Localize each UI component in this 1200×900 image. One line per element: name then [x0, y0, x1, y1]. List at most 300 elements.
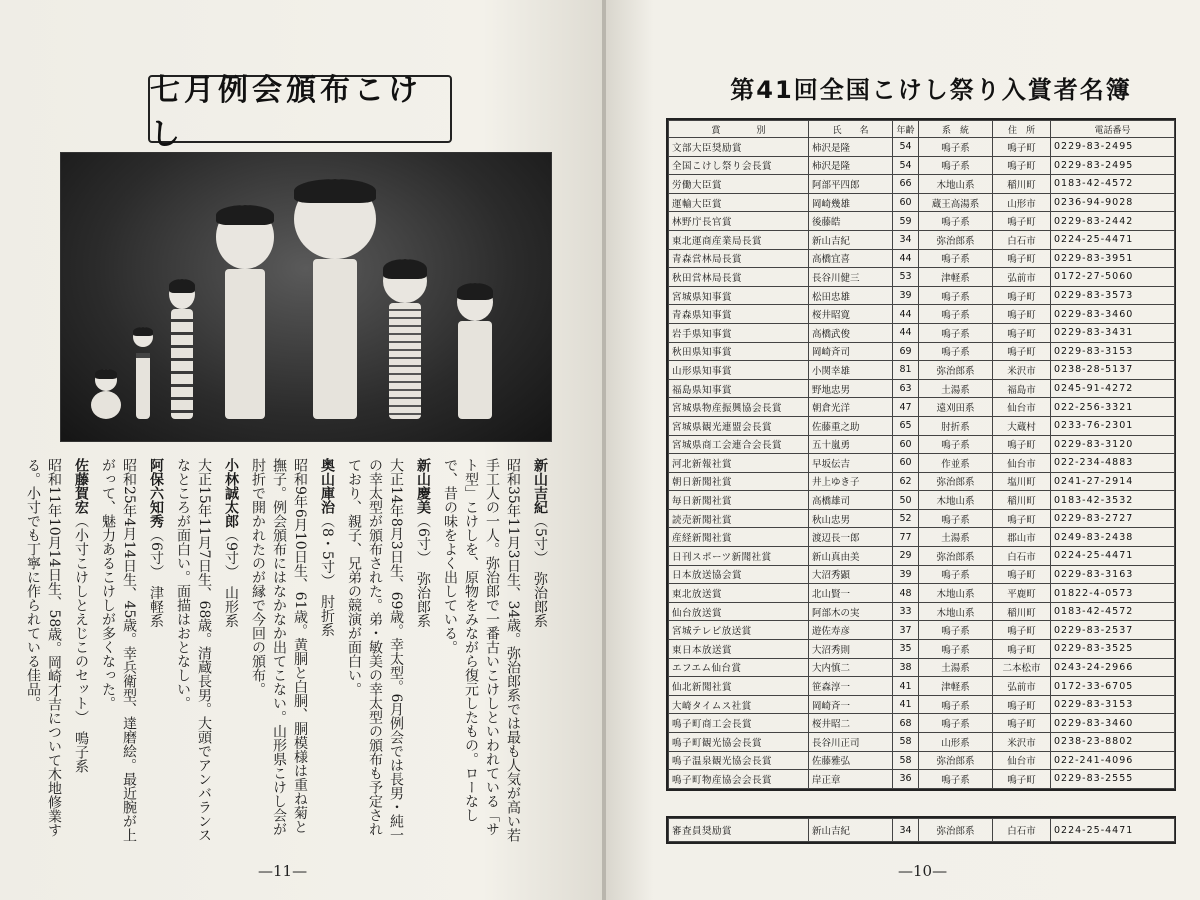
- cell-phone: 0183-42-4572: [1051, 602, 1175, 621]
- cell-age: 68: [893, 714, 919, 733]
- cell-address: 鳴子町: [993, 138, 1051, 157]
- cell-award: 仙台放送賞: [669, 602, 809, 621]
- cell-phone: 0249-83-2438: [1051, 528, 1175, 547]
- cell-age: 58: [893, 751, 919, 770]
- cell-name: 柿沢是隆: [809, 156, 893, 175]
- cell-address: 鳴子町: [993, 323, 1051, 342]
- header-line: 系 統: [919, 121, 993, 138]
- cell-address: 鳴子町: [993, 770, 1051, 789]
- cell-age: 34: [893, 230, 919, 249]
- cell-name: 新山真由美: [809, 547, 893, 566]
- cell-award: 東北運商産業局長賞: [669, 230, 809, 249]
- table-row: [669, 342, 1175, 361]
- cell-name: 後藤皓: [809, 212, 893, 231]
- cell-phone: 0238-28-5137: [1051, 361, 1175, 380]
- cell-award: 審査員奨励賞: [669, 819, 809, 842]
- cell-address: 二本松市: [993, 658, 1051, 677]
- kokeshi-doll-5: [294, 179, 376, 419]
- cell-address: 平鹿町: [993, 584, 1051, 603]
- kokeshi-doll-4: [216, 205, 274, 419]
- header-age: 年齢: [893, 121, 919, 138]
- cell-line: 鳴子系: [919, 565, 993, 584]
- cell-address: 鳴子町: [993, 640, 1051, 659]
- cell-award: 山形県知事賞: [669, 361, 809, 380]
- table-row: [669, 398, 1175, 417]
- cell-name: 阿部平四郎: [809, 175, 893, 194]
- cell-line: 蔵王高湯系: [919, 193, 993, 212]
- table-row: [669, 602, 1175, 621]
- cell-phone: 0172-27-5060: [1051, 268, 1175, 287]
- doll-description: 昭和11年10月14日生、58歳。岡崎才吉について木地修業する。小寸でも丁寧に作られている佳品。: [25, 458, 62, 838]
- cell-phone: 0236-94-9028: [1051, 193, 1175, 212]
- cell-name: 朝倉光洋: [809, 398, 893, 417]
- table-row: [669, 305, 1175, 324]
- award-rows: [669, 138, 1175, 789]
- cell-address: 白石市: [993, 230, 1051, 249]
- cell-award: 毎日新聞社賞: [669, 491, 809, 510]
- doll-detail: （小寸こけしとえじこのセット） 鳴子系: [73, 514, 89, 773]
- cell-phone: 0172-33-6705: [1051, 677, 1175, 696]
- cell-award: 河北新報社賞: [669, 454, 809, 473]
- table-row: [669, 361, 1175, 380]
- cell-phone: 0229-83-2495: [1051, 138, 1175, 157]
- doll-entry: [70, 458, 91, 843]
- table-row: [669, 138, 1175, 157]
- header-name: 氏 名: [809, 121, 893, 138]
- table-row: [669, 156, 1175, 175]
- cell-address: 米沢市: [993, 733, 1051, 752]
- cell-address: 鳴子町: [993, 714, 1051, 733]
- cell-age: 66: [893, 175, 919, 194]
- cell-name: 佐藤重之助: [809, 416, 893, 435]
- cell-phone: 0229-83-3153: [1051, 695, 1175, 714]
- cell-line: 山形系: [919, 733, 993, 752]
- doll-maker-name: 阿保六知秀: [148, 458, 164, 528]
- doll-description: 昭和35年11月3日生、34歳。弥治郎系では最も人気が高い若手工人の一人。弥治郎で一番古いこけしといわれている「サト型」こけしを、原物をみながら復元したもの。ローなしで、昔の味をよく出している。: [442, 458, 521, 843]
- cell-name: 高橋雄司: [809, 491, 893, 510]
- table-row: [669, 733, 1175, 752]
- cell-age: 39: [893, 286, 919, 305]
- doll-detail: （9寸） 山形系: [223, 528, 239, 628]
- cell-phone: 0229-83-2495: [1051, 156, 1175, 175]
- cell-award: 東北放送賞: [669, 584, 809, 603]
- cell-phone: 0224-25-4471: [1051, 547, 1175, 566]
- cell-phone: 0229-83-3460: [1051, 714, 1175, 733]
- cell-award: 福島県知事賞: [669, 379, 809, 398]
- cell-name: 早坂伝吉: [809, 454, 893, 473]
- cell-award: 鳴子町観光協会長賞: [669, 733, 809, 752]
- cell-award: 文部大臣奨励賞: [669, 138, 809, 157]
- cell-award: 朝日新聞社賞: [669, 472, 809, 491]
- doll-maker-name: 小林誠太郎: [223, 458, 239, 528]
- cell-address: 山形市: [993, 193, 1051, 212]
- cell-age: 44: [893, 305, 919, 324]
- cell-age: 60: [893, 193, 919, 212]
- cell-address: 福島市: [993, 379, 1051, 398]
- cell-name: 岡崎斉司: [809, 342, 893, 361]
- cell-age: 39: [893, 565, 919, 584]
- cell-name: 遊佐寿彦: [809, 621, 893, 640]
- right-page: [606, 0, 1200, 900]
- cell-award: 秋田県知事賞: [669, 342, 809, 361]
- cell-name: 桜井昭二: [809, 714, 893, 733]
- cell-phone: 0229-83-2727: [1051, 509, 1175, 528]
- cell-name: 新山吉紀: [809, 230, 893, 249]
- cell-name: 岡崎幾雄: [809, 193, 893, 212]
- cell-age: 54: [893, 156, 919, 175]
- cell-age: 41: [893, 677, 919, 696]
- table-row: [669, 770, 1175, 789]
- cell-address: 鳴子町: [993, 286, 1051, 305]
- cell-name: 渡辺長一郎: [809, 528, 893, 547]
- cell-name: 小関幸雄: [809, 361, 893, 380]
- cell-award: 日本放送協会賞: [669, 565, 809, 584]
- table-row: [669, 584, 1175, 603]
- table-row: [669, 416, 1175, 435]
- cell-line: 弥治郎系: [919, 547, 993, 566]
- cell-line: 鳴子系: [919, 435, 993, 454]
- cell-phone: 0229-83-2555: [1051, 770, 1175, 789]
- cell-age: 44: [893, 323, 919, 342]
- cell-name: 高橋宜喜: [809, 249, 893, 268]
- doll-maker-name: 新山慶美: [415, 458, 431, 514]
- cell-age: 62: [893, 472, 919, 491]
- cell-award: 林野庁長官賞: [669, 212, 809, 231]
- cell-line: 木地山系: [919, 584, 993, 603]
- doll-detail: （6寸） 弥治郎系: [415, 514, 431, 628]
- table-row: [669, 435, 1175, 454]
- table-row: [669, 193, 1175, 212]
- cell-phone: 0183-42-4572: [1051, 175, 1175, 194]
- doll-maker-name: 奥山庫治: [319, 458, 335, 514]
- cell-line: 鳴子系: [919, 249, 993, 268]
- cell-award: 読売新聞社賞: [669, 509, 809, 528]
- table-row: [669, 565, 1175, 584]
- cell-award: 産経新聞社賞: [669, 528, 809, 547]
- cell-name: 長谷川健三: [809, 268, 893, 287]
- cell-address: 稲川町: [993, 602, 1051, 621]
- table-row: [669, 658, 1175, 677]
- doll-detail: （5寸） 弥治郎系: [532, 514, 548, 628]
- cell-phone: 0229-83-3431: [1051, 323, 1175, 342]
- cell-phone: 0241-27-2914: [1051, 472, 1175, 491]
- cell-award: 青森営林局長賞: [669, 249, 809, 268]
- table-row: [669, 175, 1175, 194]
- cell-address: 白石市: [993, 547, 1051, 566]
- cell-line: 土湯系: [919, 379, 993, 398]
- left-page-number: —11—: [258, 862, 308, 880]
- cell-address: 鳴子町: [993, 695, 1051, 714]
- cell-line: 鳴子系: [919, 286, 993, 305]
- table-row: [669, 714, 1175, 733]
- cell-address: 鳴子町: [993, 342, 1051, 361]
- cell-name: 野地忠男: [809, 379, 893, 398]
- cell-line: 肘折系: [919, 416, 993, 435]
- cell-line: 鳴子系: [919, 156, 993, 175]
- cell-age: 41: [893, 695, 919, 714]
- cell-phone: 0229-83-2537: [1051, 621, 1175, 640]
- cell-age: 69: [893, 342, 919, 361]
- table-row: [669, 268, 1175, 287]
- cell-phone: 0229-83-3573: [1051, 286, 1175, 305]
- cell-award: 運輸大臣賞: [669, 193, 809, 212]
- table-row: [669, 509, 1175, 528]
- cell-line: 津軽系: [919, 677, 993, 696]
- cell-age: 54: [893, 138, 919, 157]
- table-row: [669, 547, 1175, 566]
- left-title-box: [148, 73, 452, 152]
- cell-line: 鳴子系: [919, 621, 993, 640]
- kokeshi-doll-2: [133, 327, 153, 419]
- judge-award-table: [666, 816, 1176, 844]
- cell-award: 宮城県観光連盟会長賞: [669, 416, 809, 435]
- cell-line: 弥治郎系: [919, 361, 993, 380]
- cell-name: 長谷川正司: [809, 733, 893, 752]
- cell-phone: 0229-83-3460: [1051, 305, 1175, 324]
- cell-name: 高橋武俊: [809, 323, 893, 342]
- cell-line: 遠刈田系: [919, 398, 993, 417]
- cell-line: 弥治郎系: [919, 751, 993, 770]
- cell-phone: 022-234-4883: [1051, 454, 1175, 473]
- cell-address: 鳴子町: [993, 249, 1051, 268]
- table-row: [669, 286, 1175, 305]
- cell-line: 作並系: [919, 454, 993, 473]
- cell-name: 大沼秀則: [809, 640, 893, 659]
- cell-phone: 0229-83-2442: [1051, 212, 1175, 231]
- right-page-title: 第41回全国こけし祭り入賞者名簿: [730, 76, 1132, 104]
- cell-age: 60: [893, 454, 919, 473]
- cell-line: 弥治郎系: [919, 819, 993, 842]
- cell-age: 48: [893, 584, 919, 603]
- cell-line: 鳴子系: [919, 323, 993, 342]
- cell-name: 岡崎斉一: [809, 695, 893, 714]
- cell-phone: 0224-25-4471: [1051, 819, 1175, 842]
- cell-phone: 0229-83-3163: [1051, 565, 1175, 584]
- cell-line: 津軽系: [919, 268, 993, 287]
- cell-line: 木地山系: [919, 175, 993, 194]
- cell-phone: 0229-83-3120: [1051, 435, 1175, 454]
- cell-name: 岸正章: [809, 770, 893, 789]
- cell-address: 鳴子町: [993, 212, 1051, 231]
- cell-line: 木地山系: [919, 602, 993, 621]
- cell-award: 労働大臣賞: [669, 175, 809, 194]
- cell-address: 鳴子町: [993, 156, 1051, 175]
- table-row: [669, 323, 1175, 342]
- header-address: 住 所: [993, 121, 1051, 138]
- cell-award: 鳴子町物産協会会長賞: [669, 770, 809, 789]
- doll-entry: [529, 458, 550, 843]
- cell-phone: 0238-23-8802: [1051, 733, 1175, 752]
- cell-age: 58: [893, 733, 919, 752]
- cell-age: 34: [893, 819, 919, 842]
- cell-age: 33: [893, 602, 919, 621]
- cell-phone: 0183-42-3532: [1051, 491, 1175, 510]
- cell-line: 土湯系: [919, 658, 993, 677]
- table-row: [669, 621, 1175, 640]
- cell-name: 大内慎二: [809, 658, 893, 677]
- left-page-title: 七月例会頒布こけし: [150, 73, 422, 152]
- cell-award: 秋田営林局長賞: [669, 268, 809, 287]
- header-award: 賞 別: [669, 121, 809, 138]
- cell-address: 弘前市: [993, 677, 1051, 696]
- cell-line: 鳴子系: [919, 640, 993, 659]
- doll-entry: [412, 458, 433, 843]
- cell-address: 大蔵村: [993, 416, 1051, 435]
- doll-descriptions: [25, 458, 550, 843]
- right-page-number: —10—: [898, 862, 948, 880]
- cell-age: 53: [893, 268, 919, 287]
- cell-age: 81: [893, 361, 919, 380]
- cell-age: 35: [893, 640, 919, 659]
- cell-name: 新山吉紀: [809, 819, 893, 842]
- kokeshi-doll-6: [383, 259, 427, 419]
- cell-address: 郡山市: [993, 528, 1051, 547]
- cell-address: 鳴子町: [993, 621, 1051, 640]
- cell-address: 塩川町: [993, 472, 1051, 491]
- cell-line: 弥治郎系: [919, 230, 993, 249]
- cell-award: 鳴子町商工会長賞: [669, 714, 809, 733]
- cell-name: 柿沢是隆: [809, 138, 893, 157]
- doll-description: 大正14年8月3日生、69歳。幸太型。6月例会では長男・純一の幸太型が頒布された。弟・敏美の幸太型の頒布も予定されており、親子、兄弟の競演が面白い。: [346, 458, 404, 843]
- header-phone: 電話番号: [1051, 121, 1175, 138]
- cell-name: 佐藤雅弘: [809, 751, 893, 770]
- cell-age: 44: [893, 249, 919, 268]
- cell-age: 36: [893, 770, 919, 789]
- cell-name: 桜井昭寛: [809, 305, 893, 324]
- cell-phone: 0245-91-4272: [1051, 379, 1175, 398]
- cell-name: 秋山忠男: [809, 509, 893, 528]
- table-row: [669, 677, 1175, 696]
- cell-line: 鳴子系: [919, 212, 993, 231]
- cell-name: 井上ゆき子: [809, 472, 893, 491]
- table-row: [669, 249, 1175, 268]
- cell-name: 松田忠雄: [809, 286, 893, 305]
- cell-line: 木地山系: [919, 491, 993, 510]
- cell-age: 38: [893, 658, 919, 677]
- cell-award: 日刊スポーツ新聞社賞: [669, 547, 809, 566]
- award-table: [666, 118, 1176, 791]
- table-row: [669, 212, 1175, 231]
- cell-address: 鳴子町: [993, 565, 1051, 584]
- cell-age: 37: [893, 621, 919, 640]
- cell-award: 東日本放送賞: [669, 640, 809, 659]
- kokeshi-doll-3: [169, 279, 195, 419]
- cell-award: 鳴子温泉観光協会長賞: [669, 751, 809, 770]
- doll-maker-name: 佐藤賀宏: [73, 458, 89, 514]
- cell-award: 宮城テレビ放送賞: [669, 621, 809, 640]
- doll-entry: [316, 458, 337, 843]
- cell-address: 稲川町: [993, 175, 1051, 194]
- table-row: [669, 454, 1175, 473]
- table-row: [669, 230, 1175, 249]
- cell-age: 63: [893, 379, 919, 398]
- cell-age: 52: [893, 509, 919, 528]
- cell-line: 鳴子系: [919, 695, 993, 714]
- cell-address: 仙台市: [993, 454, 1051, 473]
- doll-entry: [145, 458, 166, 843]
- cell-phone: 01822-4-0573: [1051, 584, 1175, 603]
- cell-age: 59: [893, 212, 919, 231]
- cell-address: 白石市: [993, 819, 1051, 842]
- cell-age: 77: [893, 528, 919, 547]
- cell-phone: 022-241-4096: [1051, 751, 1175, 770]
- cell-phone: 0243-24-2966: [1051, 658, 1175, 677]
- cell-name: 大沼秀顕: [809, 565, 893, 584]
- cell-age: 60: [893, 435, 919, 454]
- cell-award: 全国こけし祭り会長賞: [669, 156, 809, 175]
- cell-name: 阿部木の実: [809, 602, 893, 621]
- table-row: [669, 472, 1175, 491]
- cell-name: 笹森淳一: [809, 677, 893, 696]
- cell-age: 65: [893, 416, 919, 435]
- cell-line: 弥治郎系: [919, 472, 993, 491]
- cell-address: 仙台市: [993, 751, 1051, 770]
- cell-address: 仙台市: [993, 398, 1051, 417]
- table-row: [669, 640, 1175, 659]
- cell-name: 五十嵐勇: [809, 435, 893, 454]
- doll-description: 大正15年11月7日生、68歳。清蔵長男。大頭でアンバランスなところが面白い。面描はおとなしい。: [175, 458, 212, 843]
- doll-description: 昭和25年4月14日生、45歳。幸兵衛型、達磨絵。最近腕が上がって、魅力あるこけしが多くなった。: [100, 458, 137, 843]
- cell-address: 鳴子町: [993, 435, 1051, 454]
- kokeshi-doll-7: [457, 283, 493, 419]
- doll-description: 昭和9年6月10日生、61歳。黄胴と白胴、胴模様は重ね菊と撫子。例会頒布にはなかなか出てこない。山形県こけし会が肘折で開かれたのが縁で今回の頒布。: [250, 458, 308, 836]
- cell-address: 鳴子町: [993, 509, 1051, 528]
- cell-line: 鳴子系: [919, 138, 993, 157]
- doll-entry: [220, 458, 241, 843]
- cell-phone: 0233-76-2301: [1051, 416, 1175, 435]
- doll-detail: （8・5寸） 肘折系: [319, 514, 335, 637]
- cell-name: 北山賢一: [809, 584, 893, 603]
- cell-address: 弘前市: [993, 268, 1051, 287]
- table-row: [669, 819, 1175, 842]
- cell-award: 宮城県商工会連合会長賞: [669, 435, 809, 454]
- doll-maker-name: 新山吉紀: [532, 458, 548, 514]
- table-row: [669, 695, 1175, 714]
- cell-line: 鳴子系: [919, 770, 993, 789]
- cell-age: 29: [893, 547, 919, 566]
- cell-phone: 022-256-3321: [1051, 398, 1175, 417]
- cell-phone: 0229-83-3525: [1051, 640, 1175, 659]
- cell-award: 宮城県物産振興協会長賞: [669, 398, 809, 417]
- cell-phone: 0229-83-3951: [1051, 249, 1175, 268]
- cell-age: 47: [893, 398, 919, 417]
- table-row: [669, 379, 1175, 398]
- cell-age: 50: [893, 491, 919, 510]
- table-row: [669, 528, 1175, 547]
- table-header-row: [669, 121, 1175, 138]
- table-row: [669, 751, 1175, 770]
- cell-address: 稲川町: [993, 491, 1051, 510]
- cell-address: 米沢市: [993, 361, 1051, 380]
- cell-award: 青森県知事賞: [669, 305, 809, 324]
- cell-award: 仙北新聞社賞: [669, 677, 809, 696]
- cell-award: エフエム仙台賞: [669, 658, 809, 677]
- kokeshi-doll-1: [91, 369, 121, 419]
- doll-detail: （6寸） 津軽系: [148, 528, 164, 628]
- cell-line: 土湯系: [919, 528, 993, 547]
- cell-line: 鳴子系: [919, 714, 993, 733]
- kokeshi-photo: [60, 152, 552, 442]
- cell-phone: 0224-25-4471: [1051, 230, 1175, 249]
- cell-line: 鳴子系: [919, 342, 993, 361]
- cell-award: 岩手県知事賞: [669, 323, 809, 342]
- cell-address: 鳴子町: [993, 305, 1051, 324]
- cell-line: 鳴子系: [919, 305, 993, 324]
- table-row: [669, 491, 1175, 510]
- cell-line: 鳴子系: [919, 509, 993, 528]
- cell-award: 宮城県知事賞: [669, 286, 809, 305]
- cell-phone: 0229-83-3153: [1051, 342, 1175, 361]
